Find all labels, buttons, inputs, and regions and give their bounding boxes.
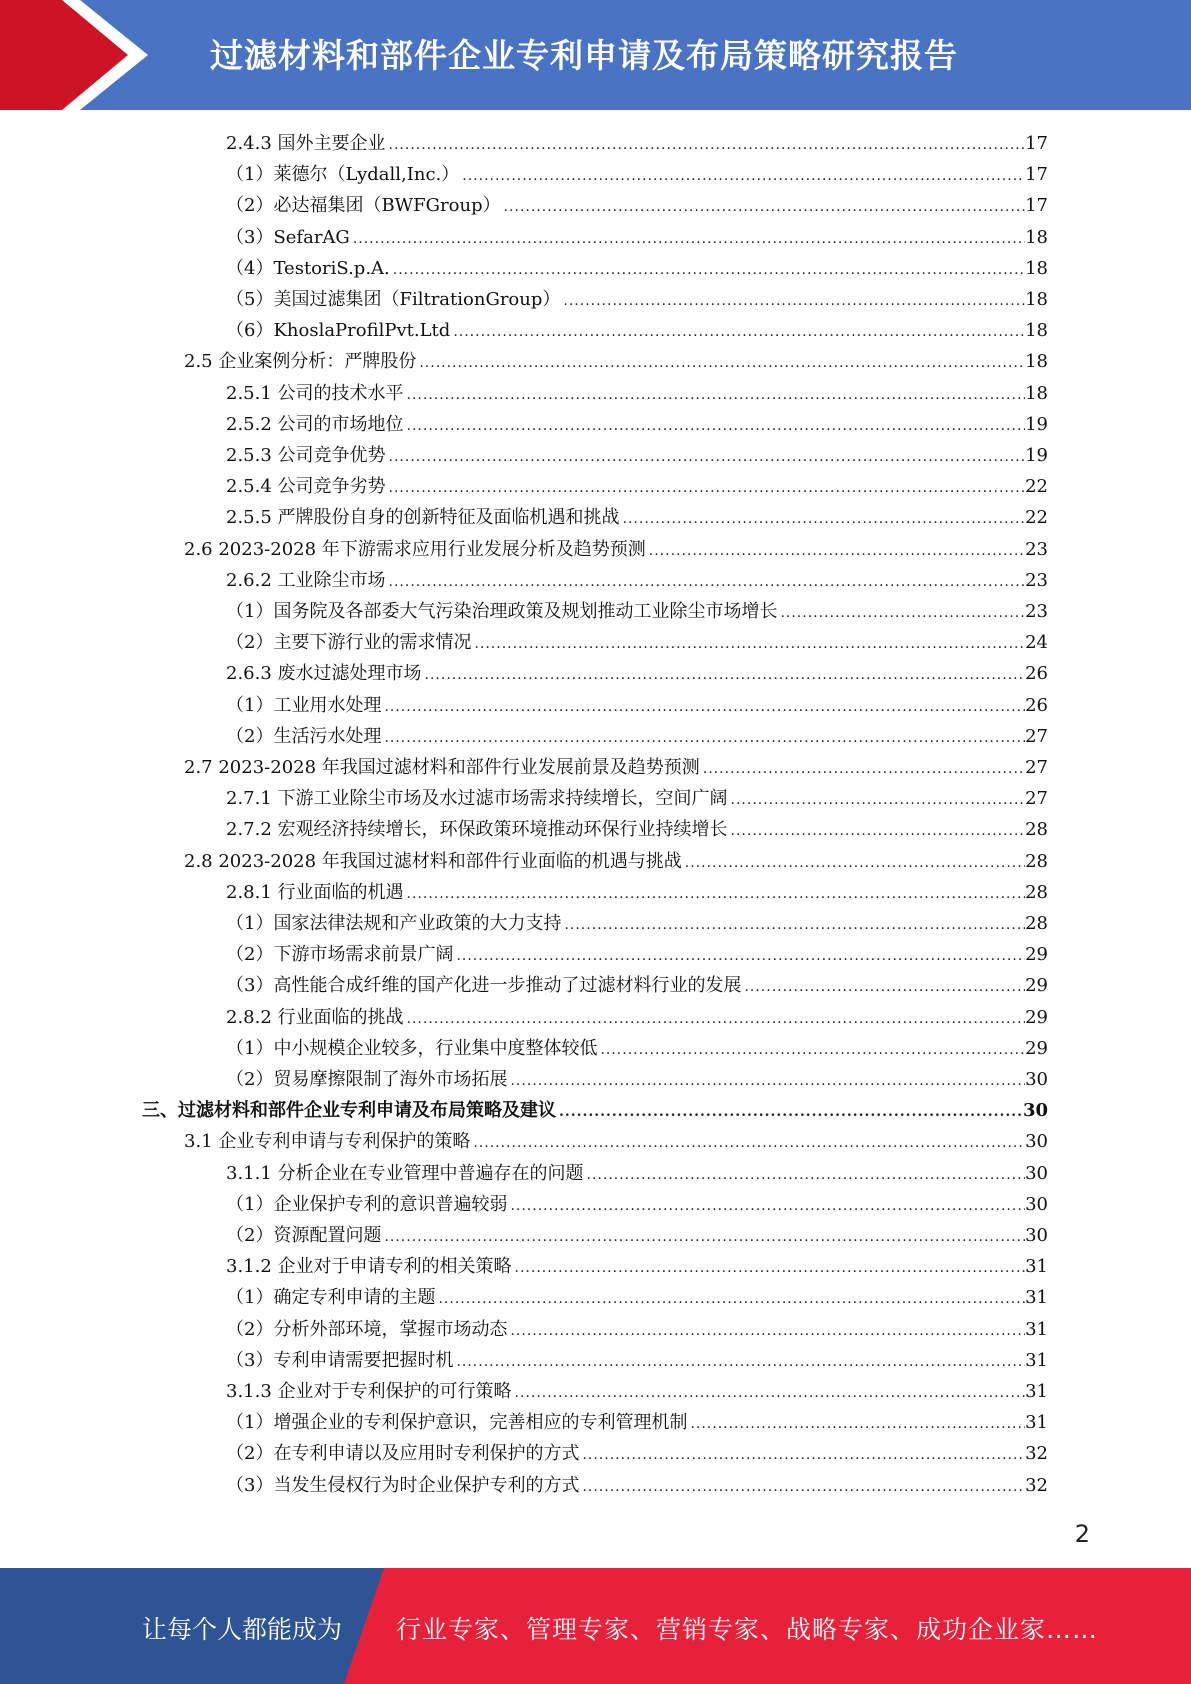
toc-entry-label: 2.5.5 严牌股份自身的创新特征及面临机遇和挑战 [226, 507, 620, 529]
toc-entry-page: 32 [1025, 1474, 1048, 1496]
toc-entry[interactable] [226, 409, 1048, 440]
toc-dot-leader [690, 1409, 1025, 1440]
toc-entry-label: （4）TestoriS.p.A. [226, 257, 390, 279]
toc-entry-page: 32 [1025, 1443, 1048, 1465]
toc-entry-label: 2.7 2023-2028 年我国过滤材料和部件行业发展前景及趋势预测 [184, 757, 700, 778]
toc-dot-leader [384, 1222, 1025, 1253]
toc-entry[interactable] [226, 222, 1048, 253]
toc-entry[interactable] [226, 721, 1048, 752]
toc-dot-leader [582, 1440, 1025, 1471]
toc-entry-label: 2.5.4 公司竞争劣势 [226, 476, 386, 498]
toc-entry[interactable] [226, 814, 1048, 845]
toc-entry-label: 2.5.3 公司竞争优势 [226, 445, 386, 466]
toc-entry[interactable] [226, 253, 1048, 284]
toc-dot-leader [407, 1004, 1026, 1035]
toc-entry-label: 2.5.2 公司的市场地位 [226, 413, 404, 435]
toc-dot-leader [600, 1035, 1025, 1066]
toc-entry-page: 28 [1025, 819, 1048, 841]
toc-entry-label: 3.1.3 企业对于专利保护的可行策略 [226, 1381, 512, 1402]
toc-entry-page: 18 [1025, 226, 1048, 248]
toc-entry-label: （1）确定专利申请的主题 [226, 1287, 436, 1309]
toc-entry[interactable] [226, 1407, 1048, 1438]
toc-entry-label: （2）必达福集团（BWFGroup） [226, 195, 501, 217]
toc-entry-label: （1）工业用水处理 [226, 694, 382, 716]
report-title: 过滤材料和部件企业专利申请及布局策略研究报告 [210, 36, 958, 75]
page-number: 2 [1074, 1520, 1090, 1548]
toc-entry-page: 28 [1025, 850, 1048, 872]
toc-entry-label: 2.4.3 国外主要企业 [226, 133, 386, 154]
toc-entry[interactable] [226, 1189, 1048, 1220]
toc-dot-leader [407, 380, 1026, 411]
toc-entry-page: 22 [1025, 507, 1048, 529]
toc-dot-leader [384, 723, 1025, 754]
toc-dot-leader [515, 1378, 1026, 1409]
toc-dot-leader [473, 1128, 1025, 1159]
toc-entry[interactable] [226, 471, 1048, 502]
toc-entry[interactable] [226, 1220, 1048, 1251]
footer-slogan-left: 让每个人都能成为 [142, 1615, 343, 1644]
toc-entry[interactable] [184, 846, 1048, 877]
toc-entry-label: （1）中小规模企业较多，行业集中度整体较低 [226, 1037, 598, 1059]
toc-entry-page: 31 [1025, 1287, 1048, 1309]
toc-entry[interactable] [226, 1282, 1048, 1313]
toc-dot-leader [474, 629, 1025, 660]
toc-entry-label: （1）企业保护专利的意识普遍较弱 [226, 1193, 508, 1215]
toc-entry-label: 3.1 企业专利申请与专利保护的策略 [184, 1131, 471, 1153]
toc-entry[interactable] [226, 1376, 1048, 1407]
toc-dot-leader [685, 848, 1025, 879]
toc-entry-label: 2.5.1 公司的技术水平 [226, 382, 404, 404]
toc-dot-leader [587, 1160, 1026, 1191]
toc-entry-page: 19 [1025, 413, 1048, 435]
toc-dot-leader [456, 941, 1025, 972]
toc-dot-leader [462, 161, 1025, 192]
toc-entry-page: 26 [1025, 694, 1048, 716]
toc-entry-label: （2）主要下游行业的需求情况 [226, 632, 472, 654]
toc-entry-label: （1）莱德尔（Lydall,Inc.） [226, 164, 460, 186]
toc-dot-leader [559, 1097, 1023, 1128]
toc-entry[interactable] [184, 1126, 1048, 1157]
toc-dot-leader [582, 1472, 1025, 1503]
toc-entry-label: （3）SefarAG [226, 226, 350, 248]
toc-entry[interactable] [226, 908, 1048, 939]
page-footer [0, 1568, 1191, 1684]
toc-entry[interactable] [226, 159, 1048, 190]
toc-entry[interactable] [226, 1345, 1048, 1376]
toc-entry-label: （2）下游市场需求前景广阔 [226, 944, 454, 966]
toc-entry[interactable] [226, 440, 1048, 471]
toc-dot-leader [407, 411, 1026, 442]
toc-entry-page: 30 [1025, 1162, 1048, 1184]
toc-entry-page: 29 [1025, 1006, 1048, 1028]
toc-dot-leader [389, 130, 1026, 161]
toc-entry-page: 29 [1025, 975, 1048, 997]
toc-entry[interactable] [226, 1002, 1048, 1033]
toc-entry[interactable] [226, 939, 1048, 970]
toc-dot-leader [703, 754, 1025, 785]
toc-entry-page: 18 [1025, 320, 1048, 342]
toc-entry[interactable] [226, 970, 1048, 1001]
toc-entry-label: （5）美国过滤集团（FiltrationGroup） [226, 289, 561, 310]
toc-entry-label: 2.6.3 废水过滤处理市场 [226, 663, 422, 685]
toc-entry[interactable] [226, 1251, 1048, 1282]
toc-dot-leader [425, 660, 1026, 691]
toc-entry[interactable] [226, 783, 1048, 814]
toc-entry-page: 18 [1025, 289, 1048, 310]
toc-dot-leader [510, 1191, 1025, 1222]
toc-entry[interactable] [184, 534, 1048, 565]
toc-entry-label: （2）生活污水处理 [226, 725, 382, 747]
toc-entry-page: 17 [1025, 133, 1048, 154]
footer-slogan-right: 行业专家、管理专家、营销专家、战略专家、成功企业家…… [396, 1615, 1099, 1644]
toc-entry[interactable] [184, 346, 1048, 377]
toc-dot-leader [564, 910, 1025, 941]
toc-entry-page: 31 [1025, 1349, 1048, 1371]
toc-entry[interactable] [226, 190, 1048, 221]
toc-entry-page: 30 [1022, 1100, 1048, 1122]
toc-entry-label: （2）在专利申请以及应用时专利保护的方式 [226, 1443, 580, 1465]
toc-entry-label: 2.7.2 宏观经济持续增长，环保政策环境推动环保行业持续增长 [226, 819, 728, 841]
toc-entry-page: 31 [1025, 1256, 1048, 1278]
toc-dot-leader [563, 286, 1025, 317]
toc-entry-page: 23 [1025, 569, 1048, 591]
toc-entry[interactable] [226, 1438, 1048, 1469]
toc-entry-label: （3）当发生侵权行为时企业保护专利的方式 [226, 1474, 580, 1496]
toc-entry-label: 2.8.2 行业面临的挑战 [226, 1006, 404, 1028]
toc-dot-leader [623, 504, 1026, 535]
toc-entry-page: 17 [1025, 164, 1048, 186]
toc-entry-page: 30 [1025, 1225, 1048, 1246]
toc-entry[interactable] [226, 627, 1048, 658]
toc-entry[interactable] [142, 1095, 1048, 1126]
toc-dot-leader [453, 317, 1025, 348]
toc-entry-page: 23 [1025, 538, 1048, 560]
toc-dot-leader [393, 255, 1025, 286]
toc-entry-label: 2.6 2023-2028 年下游需求应用行业发展分析及趋势预测 [184, 538, 646, 560]
toc-dot-leader [510, 1066, 1025, 1097]
toc-entry-page: 30 [1025, 1131, 1048, 1153]
toc-entry-page: 23 [1025, 601, 1048, 622]
toc-entry-page: 26 [1025, 663, 1048, 685]
toc-entry-page: 19 [1025, 445, 1048, 466]
toc-entry[interactable] [226, 690, 1048, 721]
toc-entry-page: 17 [1025, 195, 1048, 217]
toc-entry-label: （3）高性能合成纤维的国产化进一步推动了过滤材料行业的发展 [226, 975, 742, 997]
toc-entry-page: 29 [1025, 944, 1048, 966]
toc-dot-leader [510, 1316, 1025, 1347]
toc-dot-leader [389, 442, 1026, 473]
toc-entry-page: 28 [1025, 913, 1048, 934]
toc-entry-page: 24 [1025, 632, 1048, 654]
toc-entry[interactable] [226, 1064, 1048, 1095]
toc-entry-label: 2.8.1 行业面临的机遇 [226, 881, 404, 903]
toc-entry[interactable] [226, 658, 1048, 689]
toc-entry[interactable] [226, 1033, 1048, 1064]
toc-entry-page: 27 [1025, 788, 1048, 810]
toc-entry-page: 29 [1025, 1037, 1048, 1059]
toc-entry-page: 18 [1025, 351, 1048, 373]
toc-entry[interactable] [226, 502, 1048, 533]
toc-entry-page: 31 [1025, 1381, 1048, 1402]
page-header [0, 0, 1191, 110]
toc-entry-label: 3.1.1 分析企业在专业管理中普遍存在的问题 [226, 1162, 584, 1184]
toc-dot-leader [389, 567, 1026, 598]
toc-entry[interactable] [226, 1314, 1048, 1345]
toc-entry-label: 2.8 2023-2028 年我国过滤材料和部件行业面临的机遇与挑战 [184, 850, 682, 872]
toc-entry-label: 3.1.2 企业对于申请专利的相关策略 [226, 1256, 512, 1278]
toc-dot-leader [504, 192, 1025, 223]
toc-dot-leader [353, 224, 1025, 255]
toc-entry[interactable] [226, 378, 1048, 409]
toc-entry-label: （2）贸易摩擦限制了海外市场拓展 [226, 1069, 508, 1090]
toc-entry-label: 2.6.2 工业除尘市场 [226, 569, 386, 591]
toc-dot-leader [780, 598, 1025, 629]
toc-entry-label: （1）增强企业的专利保护意识，完善相应的专利管理机制 [226, 1412, 688, 1434]
toc-dot-leader [456, 1347, 1025, 1378]
toc-entry[interactable] [226, 315, 1048, 346]
toc-entry-label: （1）国家法律法规和产业政策的大力支持 [226, 913, 562, 934]
toc-entry-page: 27 [1025, 757, 1048, 778]
toc-entry-label: 2.5 企业案例分析：严牌股份 [184, 351, 417, 373]
toc-entry-page: 30 [1025, 1193, 1048, 1215]
toc-dot-leader [438, 1284, 1025, 1315]
toc-dot-leader [407, 879, 1026, 910]
toc-entry-page: 22 [1025, 476, 1048, 498]
toc-entry[interactable] [226, 565, 1048, 596]
toc-entry-page: 18 [1025, 382, 1048, 404]
toc-dot-leader [419, 348, 1025, 379]
toc-dot-leader [744, 972, 1025, 1003]
toc-entry[interactable] [226, 128, 1048, 159]
toc-entry-label: （1）国务院及各部委大气污染治理政策及规划推动工业除尘市场增长 [226, 601, 778, 622]
toc-entry-page: 18 [1025, 257, 1048, 279]
toc-entry[interactable] [226, 284, 1048, 315]
toc-dot-leader [384, 692, 1025, 723]
toc-entry-label: 三、过滤材料和部件企业专利申请及布局策略及建议 [142, 1100, 556, 1122]
toc-entry-page: 28 [1025, 881, 1048, 903]
toc-dot-leader [649, 536, 1025, 567]
toc-entry-label: （3）专利申请需要把握时机 [226, 1349, 454, 1371]
toc-entry-page: 30 [1025, 1069, 1048, 1090]
toc-entry[interactable] [226, 1158, 1048, 1189]
toc-entry[interactable] [184, 752, 1048, 783]
toc-entry-label: （2）分析外部环境，掌握市场动态 [226, 1318, 508, 1340]
toc-entry[interactable] [226, 877, 1048, 908]
toc-entry-page: 31 [1025, 1318, 1048, 1340]
toc-entry-page: 27 [1025, 725, 1048, 747]
toc-entry[interactable] [226, 1470, 1048, 1501]
toc-dot-leader [389, 473, 1026, 504]
toc-dot-leader [731, 816, 1026, 847]
toc-entry-page: 31 [1025, 1412, 1048, 1434]
toc-dot-leader [731, 785, 1026, 816]
toc-entry-label: （6）KhoslaProfilPvt.Ltd [226, 320, 451, 342]
toc-entry-label: （2）资源配置问题 [226, 1225, 382, 1246]
toc-entry[interactable] [226, 596, 1048, 627]
toc-entry-label: 2.7.1 下游工业除尘市场及水过滤市场需求持续增长，空间广阔 [226, 788, 728, 810]
toc-dot-leader [515, 1253, 1026, 1284]
